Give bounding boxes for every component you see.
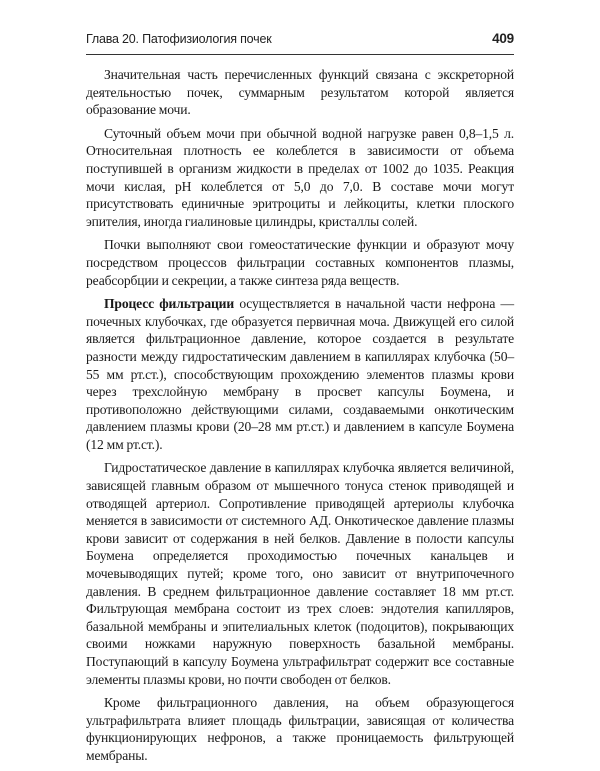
chapter-title: Глава 20. Патофизиология почек xyxy=(86,32,272,46)
body-text xyxy=(86,66,514,771)
paragraph-5-text: Гидростатическое давление в капиллярах клубочка является величиной, зависящей главным образом от мышечного тонуса стенок приводящей и отводящей артериол. Сопротивление приводящей артериолы клубочка меняется в зависимости от системного АД. Онкотическое давление плазмы крови зависит от содержания в ней белков. Давление в полости капсулы Боумена определяется проходимостью почечных канальцев и мочевыводящих путей; кроме того, оно зависит от внутрипочечного давления. В среднем фильтрационное давление составляет 18 мм рт.ст. Фильтрующая мембрана состоит из трех слоев: эндотелия капилляров, базальной мембраны и эпителиальных клеток (подоцитов), покрывающих своими ножками наружную поверхность базальной мембраны. Поступающий в капсулу Боумена ультрафильтрат содержит все составные элементы плазмы крови, но почти свободен от белков. xyxy=(86,460,514,687)
paragraph-3-text: Почки выполняют свои гомеостатические функции и образуют мочу посредством процессов фильтрации составных компонентов плазмы, реабсорбции и секреции, а также синтеза ряда веществ. xyxy=(86,237,514,288)
paragraph-5 xyxy=(86,459,514,688)
paragraph-2-text: Суточный объем мочи при обычной водной нагрузке равен 0,8–1,5 л. Относительная плотность ее колеблется в зависимости от объема поступившей в организм жидкости в пределах от 1002 до 1035. Реакция мочи кислая, pH колеблется от 5,0 до 7,0. В составе мочи могут присутствовать единичные эритроциты и лейкоциты, клетки плоского эпителия, иногда гиалиновые цилиндры, кристаллы солей. xyxy=(86,125,514,229)
paragraph-4 xyxy=(86,295,514,453)
paragraph-4-lead: Процесс фильтрации xyxy=(104,296,235,312)
running-head xyxy=(86,32,514,52)
paragraph-1-text: Значительная часть перечисленных функций связана с экскреторной деятельностью почек, суммарным результатом которой является образование мочи. xyxy=(86,67,514,118)
page-number: 409 xyxy=(492,31,514,46)
paragraph-6-text: Кроме фильтрационного давления, на объем образующегося ультрафильтрата влияет площадь фильтрации, зависящая от количества функционирующих нефронов, а также проницаемость фильтрующей мембраны. xyxy=(86,695,514,763)
paragraph-3 xyxy=(86,236,514,289)
header-rule xyxy=(86,54,514,55)
paragraph-4-text: осуществляется в начальной части нефрона — почечных клубочках, где образуется первичная моча. Движущей его силой является фильтрационное давление, которое создается в результате разности между гидростатическим давлением в капиллярах клубочка (50–55 мм рт.ст.), способствующим прохождению элементов плазмы крови через трехслойную мембрану в просвет капсулы Боумена, и противоположно действующими силами, создаваемыми онкотическим давлением плазмы крови (20–28 мм рт.ст.) и давлением в капсуле Боумена (12 мм рт.ст.). xyxy=(86,296,514,452)
paragraph-6 xyxy=(86,694,514,764)
paragraph-1 xyxy=(86,66,514,119)
paragraph-2 xyxy=(86,125,514,231)
